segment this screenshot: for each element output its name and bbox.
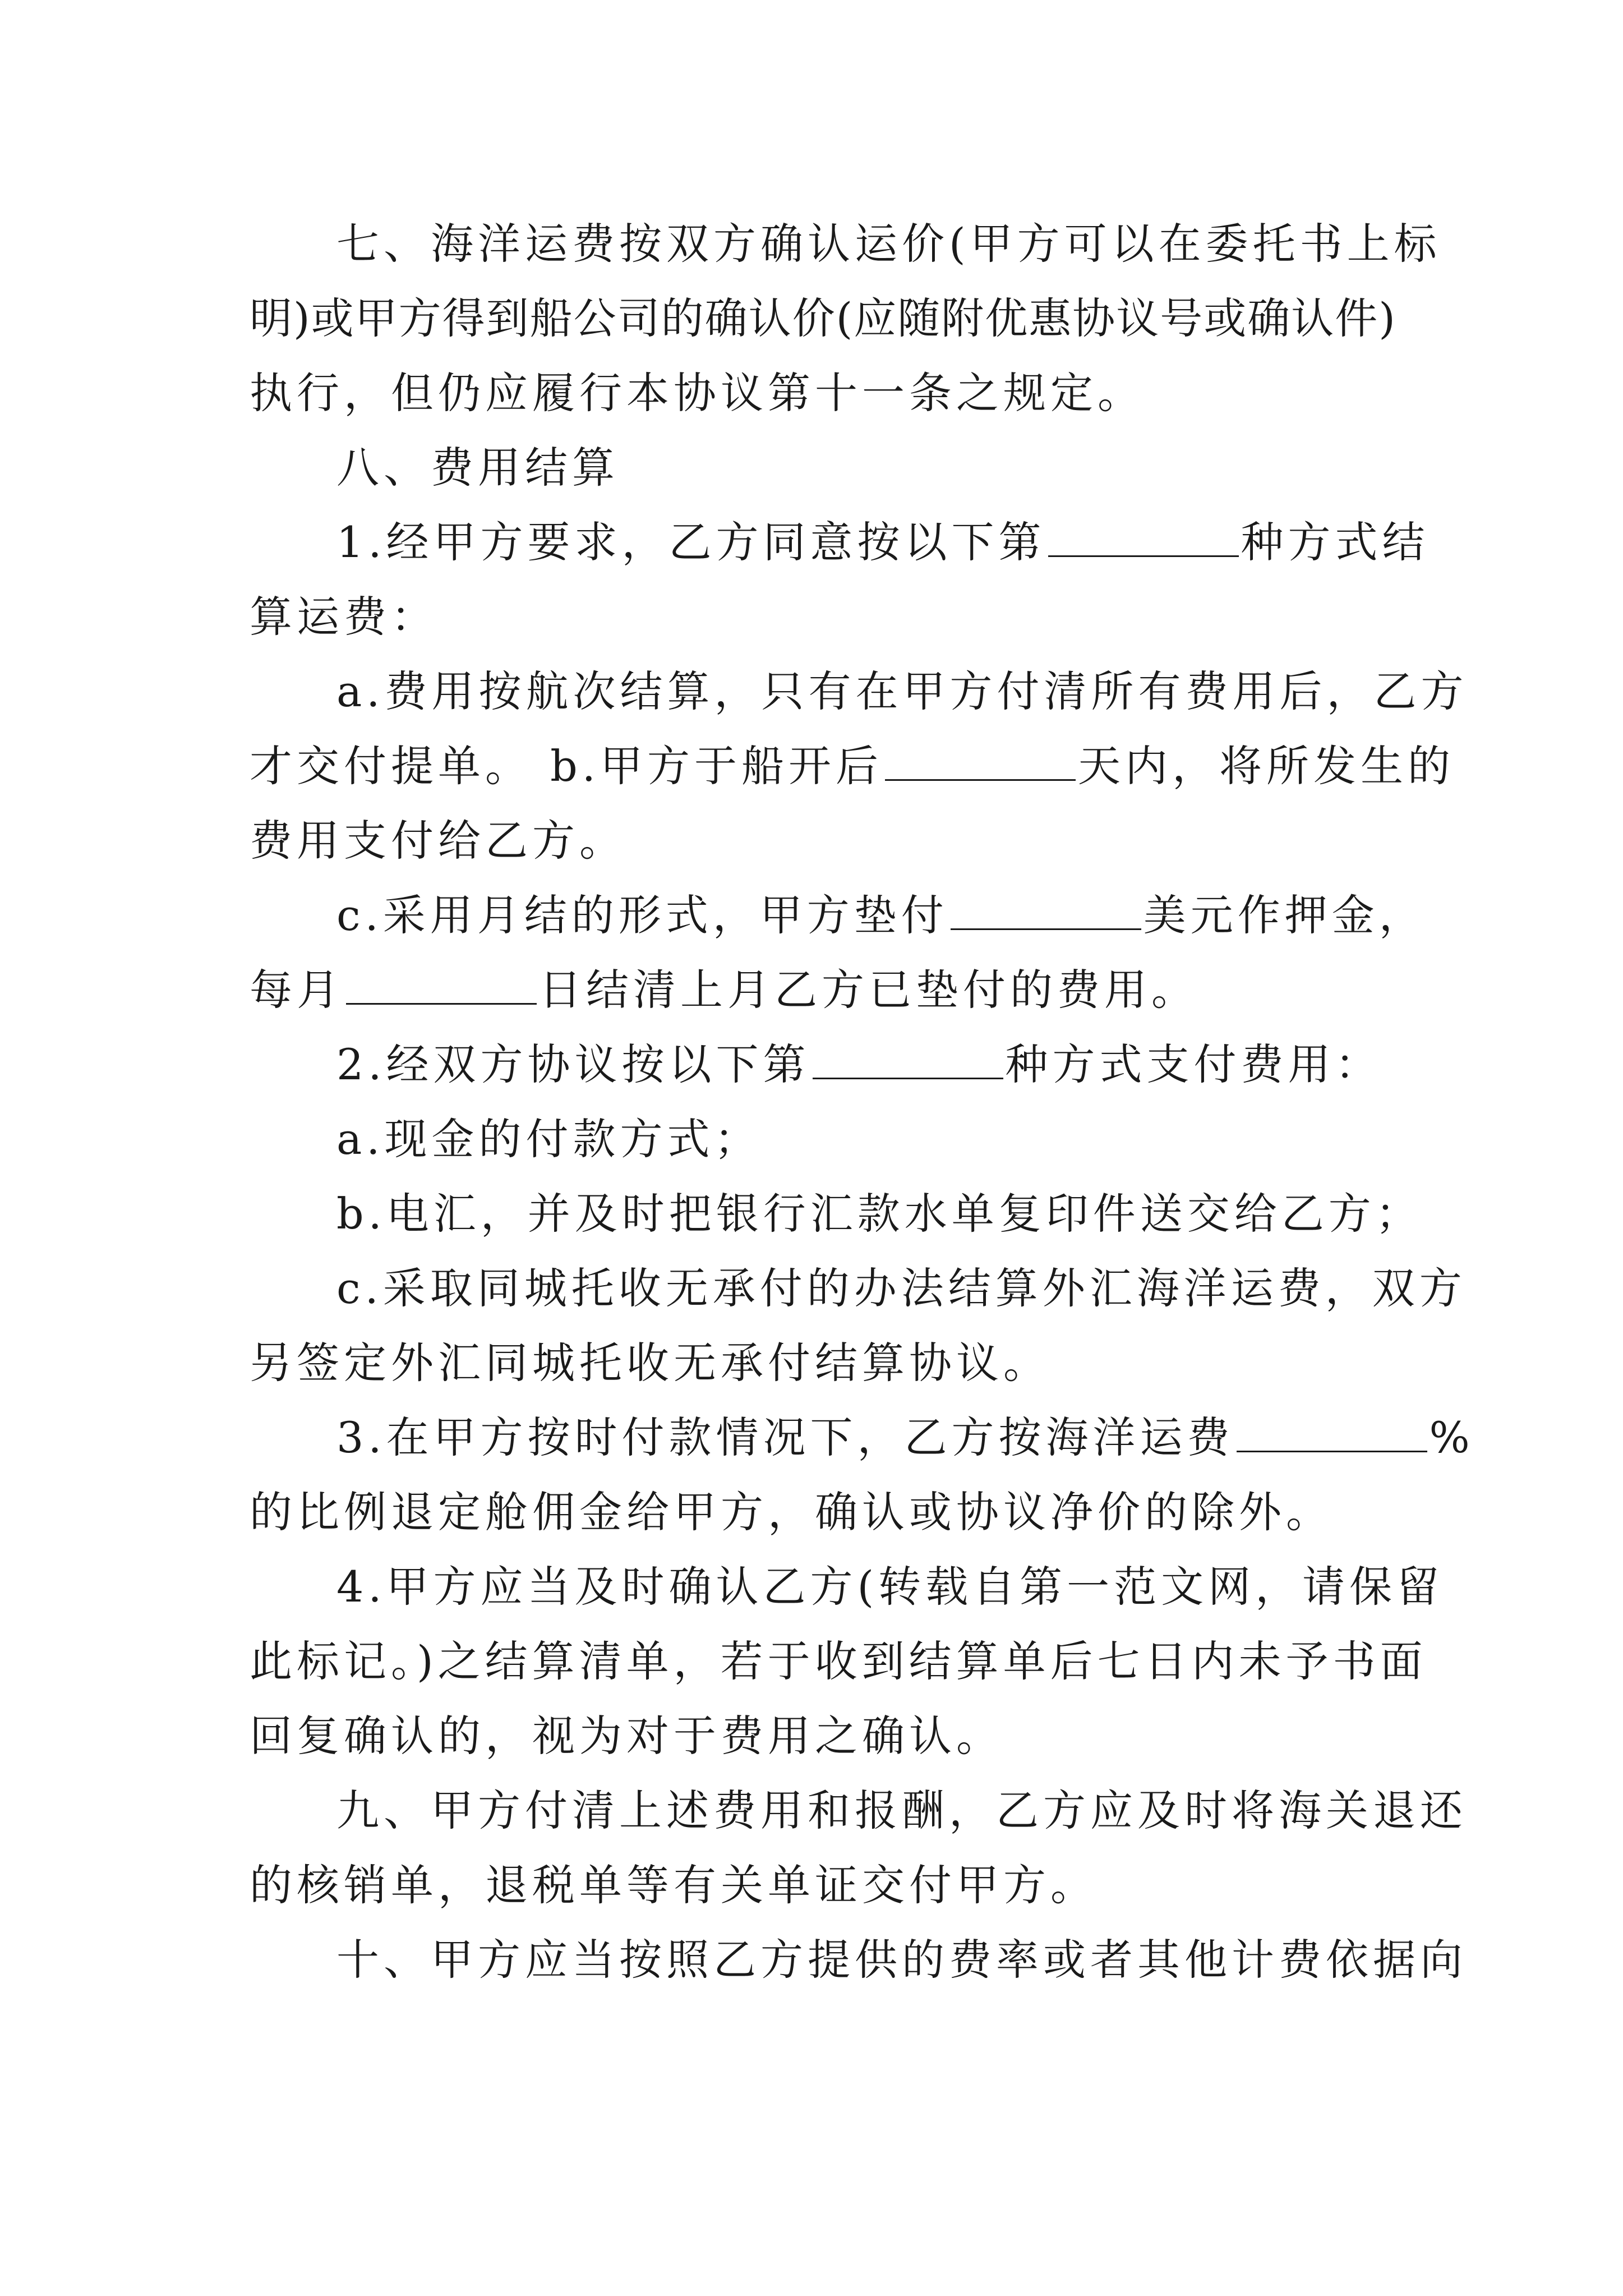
- text-span: 算运费：: [250, 592, 438, 642]
- text-line: [250, 1634, 1427, 1690]
- text-span: 的比例退定舱佣金给甲方，确认或协议净价的除外。: [250, 1487, 1333, 1537]
- text-span: 日结清上月乙方已垫付的费用。: [539, 965, 1198, 1015]
- text-line: [336, 1260, 1467, 1317]
- fill-in-blank[interactable]: [813, 1038, 1003, 1079]
- text-line: [250, 365, 1145, 421]
- text-line: [336, 1410, 1474, 1466]
- text-line: [250, 1335, 1050, 1391]
- fill-in-blank[interactable]: [951, 889, 1141, 930]
- text-span: 此标记。)之结算清单，若于收到结算单后七日内未予书面: [250, 1636, 1427, 1686]
- text-span: 明)或甲方得到船公司的确认价(应随附优惠协议号或确认件): [250, 293, 1396, 343]
- text-span: a.现金的付款方式；: [336, 1114, 762, 1164]
- text-line: [250, 1484, 1333, 1540]
- text-line: [336, 1186, 1423, 1242]
- text-span: 九、甲方付清上述费用和报酬，乙方应及时将海关退还: [336, 1786, 1467, 1835]
- text-line: [250, 962, 1198, 1018]
- text-span: c.采取同城托收无承付的办法结算外汇海洋运费，双方: [336, 1263, 1467, 1313]
- fill-in-blank[interactable]: [885, 740, 1076, 781]
- text-line: [250, 589, 438, 645]
- text-line: [336, 664, 1468, 720]
- fill-in-blank[interactable]: [346, 964, 537, 1005]
- text-span: 回复确认的，视为对于费用之确认。: [250, 1711, 1003, 1761]
- text-span: 每月: [250, 965, 344, 1015]
- fill-in-blank[interactable]: [1048, 516, 1239, 557]
- text-span: 费用支付给乙方。: [250, 816, 626, 866]
- text-line: [250, 738, 1455, 794]
- text-span: 种方式结: [1241, 517, 1430, 567]
- text-line: [336, 1559, 1444, 1615]
- text-line: [250, 1857, 1098, 1913]
- text-span: 天内，将所发生的: [1077, 741, 1455, 791]
- text-span: %: [1429, 1412, 1474, 1462]
- text-line: [336, 514, 1430, 570]
- text-span: b.电汇，并及时把银行汇款水单复印件送交给乙方；: [336, 1189, 1423, 1239]
- fill-in-blank[interactable]: [1237, 1411, 1427, 1452]
- text-span: a.费用按航次结算，只有在甲方付清所有费用后，乙方: [336, 666, 1468, 716]
- section-heading: [336, 440, 619, 496]
- text-line: [336, 1037, 1382, 1093]
- text-span: 的核销单，退税单等有关单证交付甲方。: [250, 1860, 1098, 1910]
- text-span: 十、甲方应当按照乙方提供的费率或者其他计费依据向: [336, 1935, 1467, 1985]
- text-span: 执行，但仍应履行本协议第十一条之规定。: [250, 368, 1145, 418]
- text-span: c.采用月结的形式，甲方垫付: [336, 890, 948, 940]
- text-line: [336, 216, 1441, 272]
- text-span: 七、海洋运费按双方确认运价(甲方可以在委托书上标: [336, 219, 1441, 269]
- text-span: 4.甲方应当及时确认乙方(转载自第一范文网，请保留: [336, 1562, 1444, 1612]
- text-span: 2.经双方协议按以下第: [336, 1039, 810, 1089]
- text-span: 另签定外汇同城托收无承付结算协议。: [250, 1338, 1050, 1388]
- text-line: [336, 1111, 761, 1167]
- text-line: [250, 1708, 1003, 1764]
- text-line: [250, 813, 626, 869]
- text-span: 1.经甲方要求，乙方同意按以下第: [336, 517, 1046, 567]
- text-line: [336, 1783, 1467, 1839]
- text-line: [250, 291, 1396, 347]
- text-span: 才交付提单。 b.甲方于船开后: [250, 741, 883, 791]
- text-span: 八、费用结算: [336, 443, 619, 493]
- text-line: [336, 887, 1426, 944]
- text-span: 3.在甲方按时付款情况下，乙方按海洋运费: [336, 1412, 1234, 1462]
- text-span: 种方式支付费用：: [1005, 1039, 1382, 1089]
- text-line: [336, 1932, 1467, 1988]
- text-span: 美元作押金，: [1143, 890, 1426, 940]
